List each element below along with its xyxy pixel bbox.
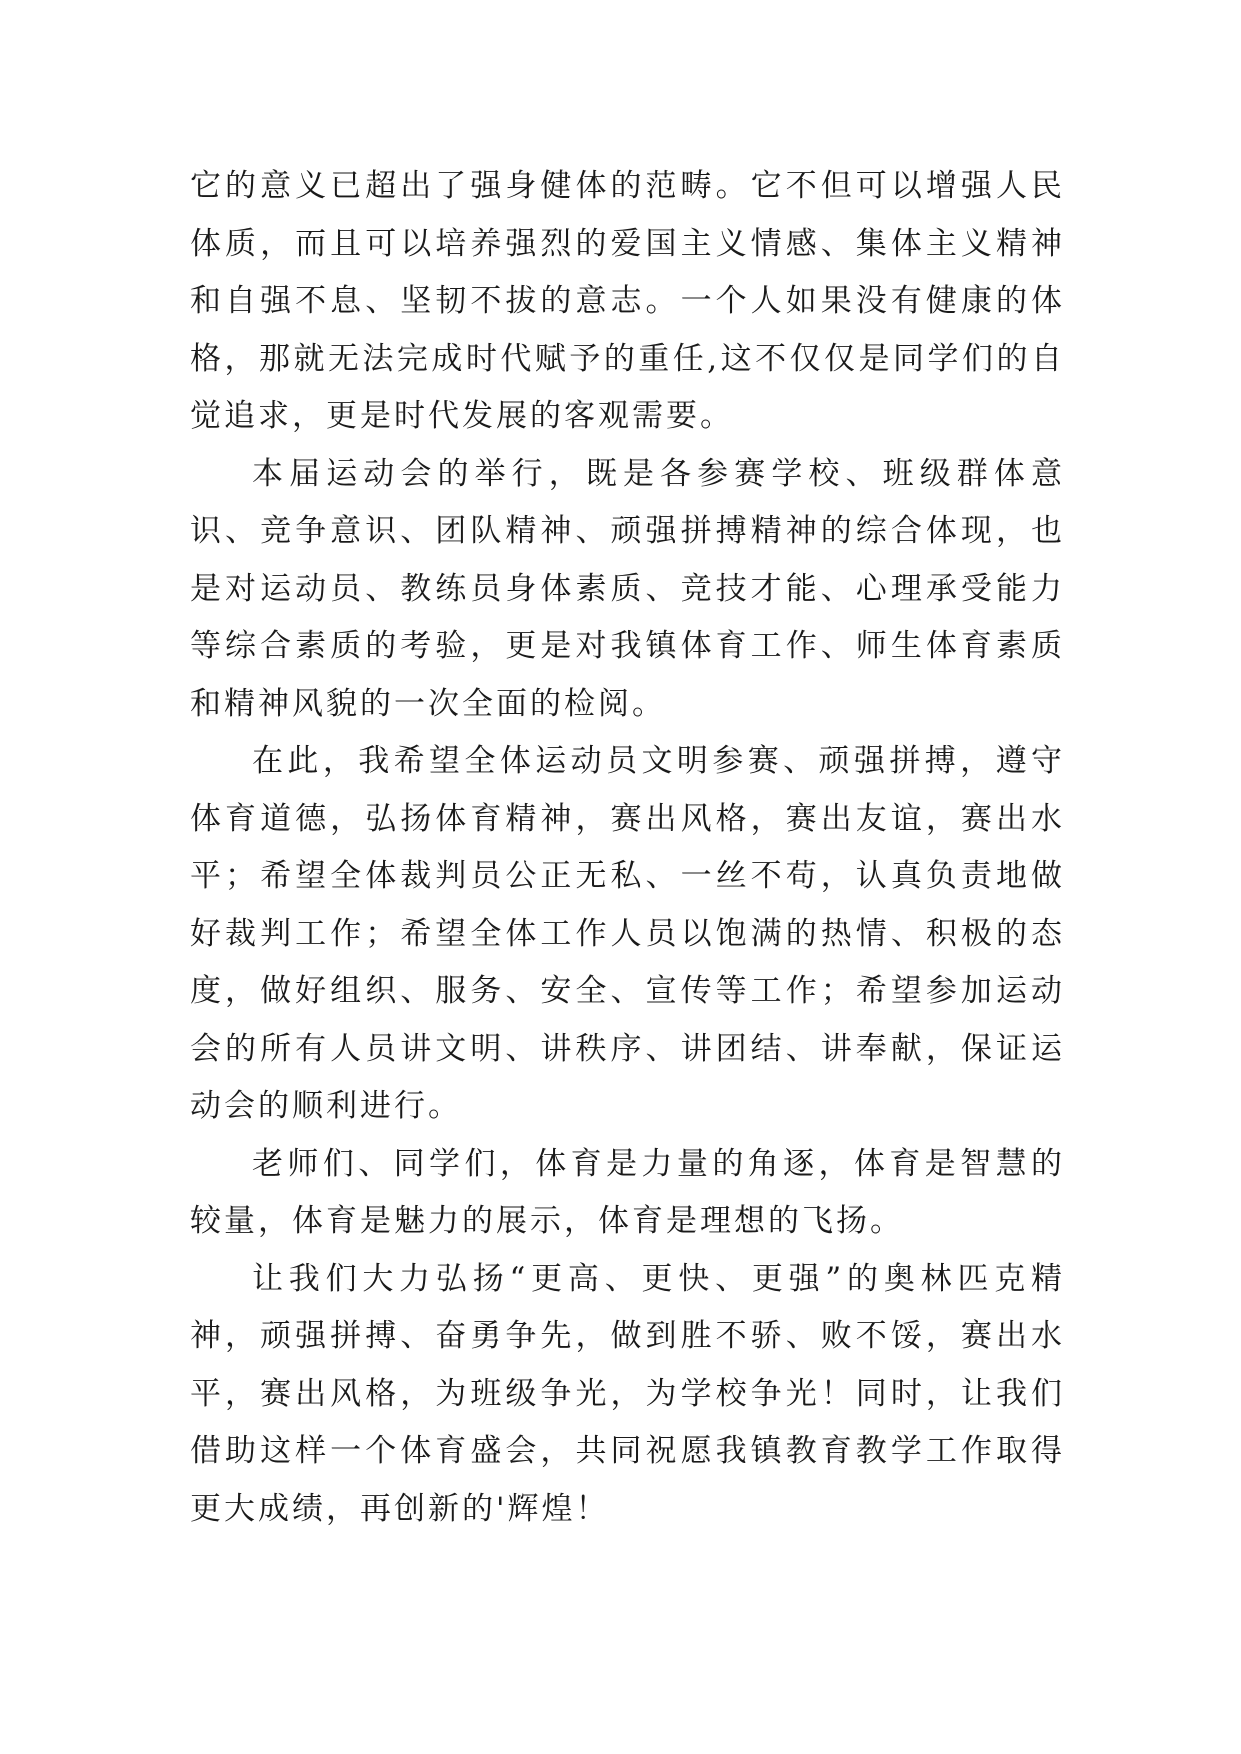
paragraph-3: 在此，我希望全体运动员文明参赛、顽强拼搏，遵守体育道德，弘扬体育精神，赛出风格，赛出友谊，赛出水平；希望全体裁判员公正无私、一丝不苟，认真负责地做好裁判工作；希望全体工作人员以饱满的热情、积极的态度，做好组织、服务、安全、宣传等工作；希望参加运动会的所有人员讲文明、讲秩序、讲团结、讲奉献，保证运动会的顺利进行。 (190, 743, 1065, 1124)
paragraph-5: 让我们大力弘扬“更高、更快、更强”的奥林匹克精神，顽强拼搏、奋勇争先，做到胜不骄、败不馁，赛出水平，赛出风格，为班级争光，为学校争光！同时，让我们借助这样一个体育盛会，共同祝愿我镇教育教学工作取得更大成绩，再创新的'辉煌！ (190, 1260, 1065, 1527)
paragraph-4: 老师们、同学们，体育是力量的角逐，体育是智慧的较量，体育是魅力的展示，体育是理想的飞扬。 (190, 1145, 1065, 1239)
paragraph-2: 本届运动会的举行，既是各参赛学校、班级群体意识、竞争意识、团队精神、顽强拼搏精神的综合体现，也是对运动员、教练员身体素质、竞技才能、心理承受能力等综合素质的考验，更是对我镇体育工作、师生体育素质和精神风貌的一次全面的检阅。 (190, 455, 1065, 722)
paragraph-1: 它的意义已超出了强身健体的范畴。它不但可以增强人民体质，而且可以培养强烈的爱国主义情感、集体主义精神和自强不息、坚韧不拔的意志。一个人如果没有健康的体格，那就无法完成时代赋予的重任,这不仅仅是同学们的自觉追求，更是时代发展的客观需要。 (190, 168, 1065, 434)
document-body (190, 158, 1065, 1538)
